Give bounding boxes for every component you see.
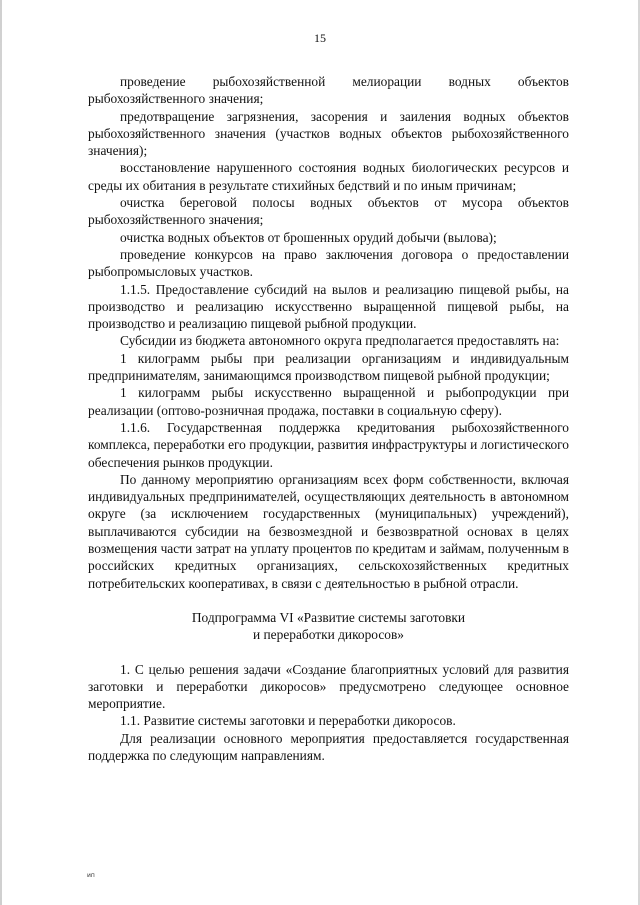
- subprogram-heading-line-2: и переработки дикоросов»: [253, 627, 404, 643]
- document-body: [88, 73, 569, 764]
- paragraph: Для реализации основного мероприятия предоставляется государственная поддержка по следующим направлениям.: [88, 730, 569, 763]
- paragraph: По данному мероприятию организациям всех форм собственности, включая индивидуальных предпринимателей, осуществляющих деятельность в автономном округе (за исключением государственных (муниципальных) учреждений), выплачиваются субсидии на безвозмездной и безвозвратной основах в целях возмещения части затрат на уплату процентов по кредитам и займам, полученным в российских кредитных организациях, сельскохозяйственных кредитных потребительских кооперативах, в связи с деятельностью в рыбной отрасли.: [88, 471, 569, 591]
- paragraph: 1 килограмм рыбы при реализации организациям и индивидуальным предпринимателям, занимающимся производством пищевой рыбной продукции;: [88, 350, 569, 384]
- paragraph: проведение конкурсов на право заключения договора о предоставлении рыбопромысловых участков.: [88, 246, 569, 280]
- spacer: [88, 644, 569, 661]
- paragraph: очистка водных объектов от брошенных орудий добычи (вылова);: [120, 229, 497, 245]
- paragraph: Субсидии из бюджета автономного округа предполагается предоставлять на:: [120, 333, 560, 349]
- corner-mark: ип: [87, 872, 95, 879]
- spacer: [88, 592, 569, 609]
- paragraph: 1. С целью решения задачи «Создание благоприятных условий для развития заготовки и переработки дикоросов» предусмотрено следующее основное мероприятие.: [88, 661, 569, 712]
- page-number: 15: [314, 31, 326, 45]
- paragraph: предотвращение загрязнения, засорения и заиления водных объектов рыбохозяйственного значения (участков водных объектов рыбохозяйственного значения);: [88, 108, 569, 159]
- paragraph: восстановление нарушенного состояния водных биологических ресурсов и среды их обитания в результате стихийных бедствий и по иным причинам;: [88, 160, 569, 193]
- paragraph: 1 килограмм рыбы искусственно выращенной и рыбопродукции при реализации (оптово-розничная продажа, поставки в социальную сферу).: [88, 385, 569, 418]
- scan-edge-left: [0, 0, 2, 905]
- paragraph: 1.1.6. Государственная поддержка кредитования рыбохозяйственного комплекса, переработки его продукции, развития инфраструктуры и логистического обеспечения рынков продукции.: [88, 419, 569, 470]
- paragraph: очистка береговой полосы водных объектов от мусора объектов рыбохозяйственного значения;: [88, 195, 569, 228]
- paragraph: проведение рыбохозяйственной мелиорации водных объектов рыбохозяйственного значения;: [88, 74, 569, 107]
- paragraph: 1.1.5. Предоставление субсидий на вылов и реализацию пищевой рыбы, на производство и реализацию искусственно выращенной пищевой рыбы, на производство и реализацию пищевой рыбной продукции.: [88, 281, 569, 332]
- subprogram-heading-line-1: Подпрограмма VI «Развитие системы заготовки: [191, 609, 466, 625]
- paragraph: 1.1. Развитие системы заготовки и переработки дикоросов.: [120, 713, 456, 729]
